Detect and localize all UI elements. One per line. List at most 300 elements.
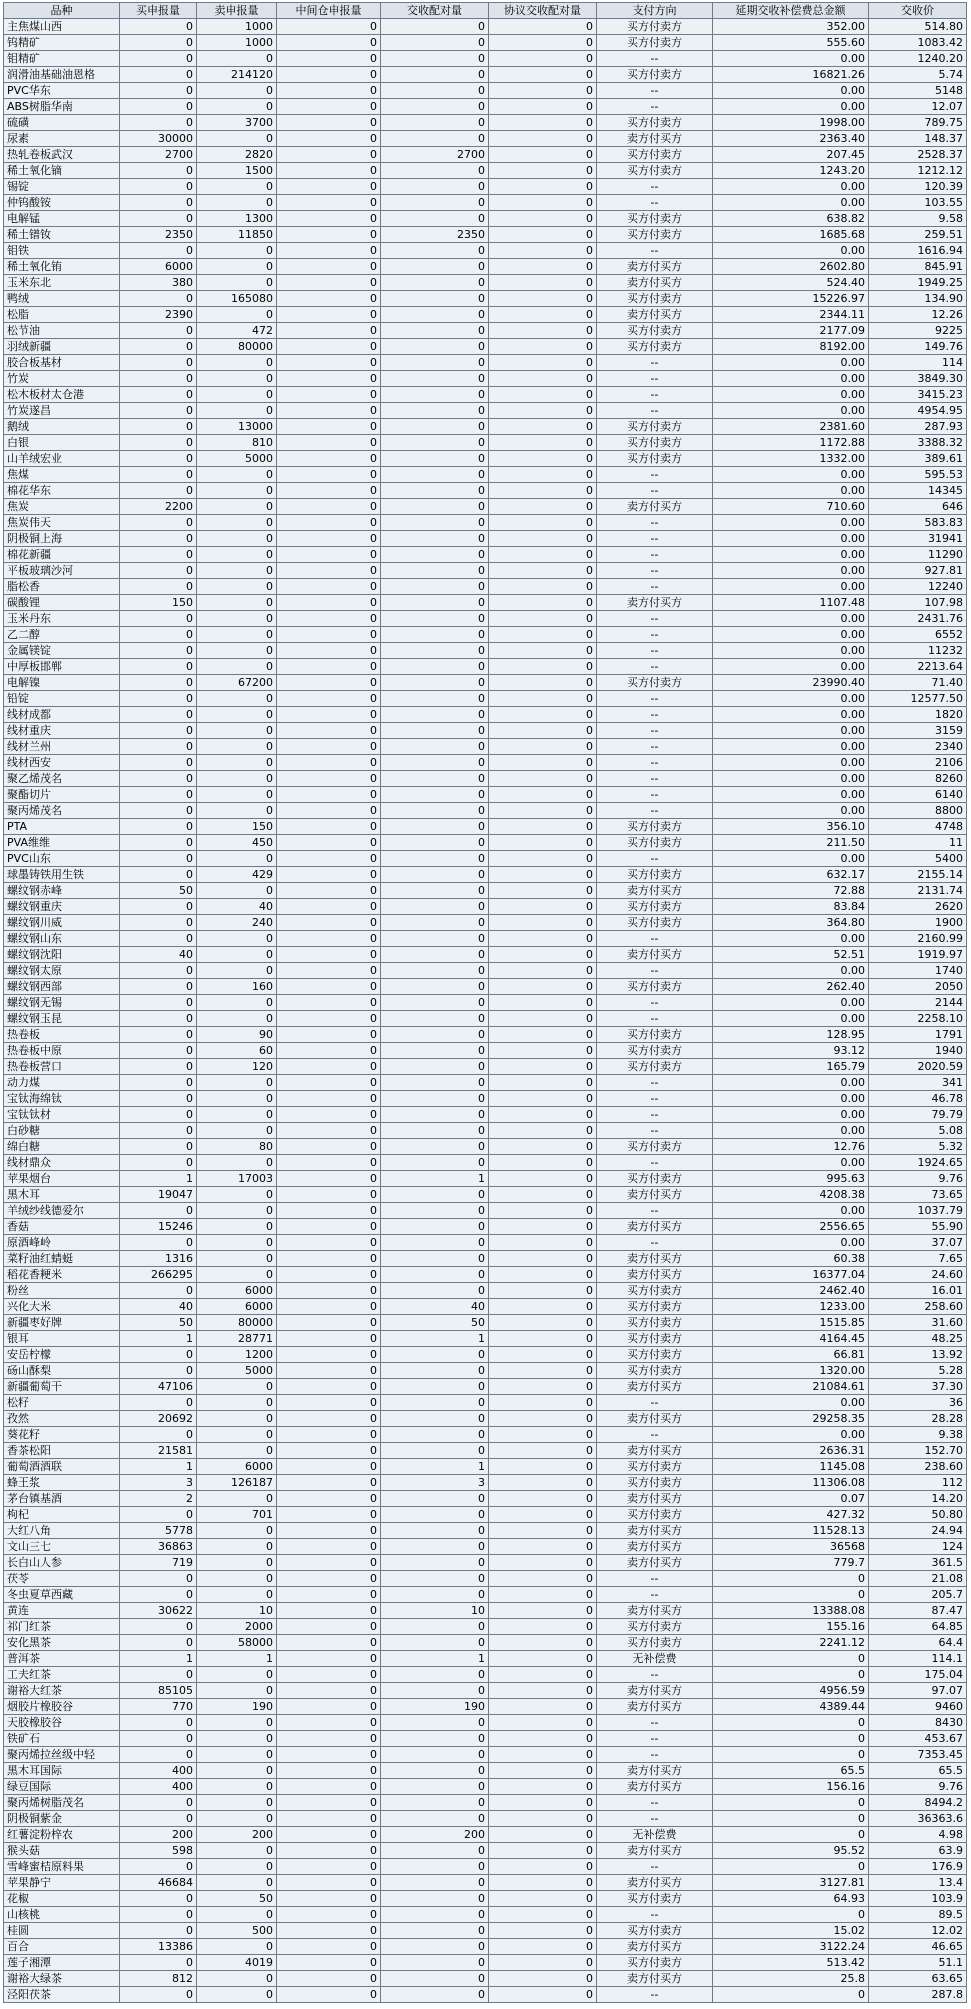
cell-commodity: 孜然 [4,1411,120,1427]
cell-sell-declared: 0 [197,307,277,323]
cell-sell-declared: 0 [197,1779,277,1795]
cell-sell-declared: 6000 [197,1459,277,1475]
cell-middle-warehouse-declared: 0 [277,787,381,803]
cell-deferred-compensation-total: 0.00 [713,179,869,195]
cell-delivery-price: 5.74 [869,67,967,83]
table-row [4,835,967,851]
cell-deferred-compensation-total: 1233.00 [713,1299,869,1315]
cell-delivery-price: 789.75 [869,115,967,131]
cell-agreement-matched: 0 [489,1107,597,1123]
cell-delivery-matched: 0 [381,1939,489,1955]
cell-middle-warehouse-declared: 0 [277,1875,381,1891]
cell-agreement-matched: 0 [489,131,597,147]
cell-agreement-matched: 0 [489,1539,597,1555]
cell-middle-warehouse-declared: 0 [277,1891,381,1907]
cell-deferred-compensation-total: 23990.40 [713,675,869,691]
cell-middle-warehouse-declared: 0 [277,691,381,707]
cell-deferred-compensation-total: 1107.48 [713,595,869,611]
cell-buy-declared: 0 [120,1859,197,1875]
table-row [4,1011,967,1027]
cell-deferred-compensation-total: 60.38 [713,1251,869,1267]
cell-payment-direction: 买方付卖方 [597,435,713,451]
cell-buy-declared: 0 [120,1075,197,1091]
table-row [4,531,967,547]
cell-middle-warehouse-declared: 0 [277,1379,381,1395]
cell-sell-declared: 40 [197,899,277,915]
cell-payment-direction: 卖方付买方 [597,1779,713,1795]
table-row [4,707,967,723]
cell-payment-direction: -- [597,467,713,483]
cell-delivery-matched: 1 [381,1331,489,1347]
cell-sell-declared: 0 [197,179,277,195]
cell-commodity: 宝钛钛材 [4,1107,120,1123]
cell-delivery-matched: 0 [381,243,489,259]
cell-delivery-price: 13.92 [869,1347,967,1363]
cell-delivery-matched: 0 [381,659,489,675]
cell-delivery-price: 112 [869,1475,967,1491]
table-row [4,1747,967,1763]
cell-deferred-compensation-total: 710.60 [713,499,869,515]
cell-buy-declared: 0 [120,819,197,835]
cell-payment-direction: 卖方付买方 [597,1491,713,1507]
cell-delivery-matched: 190 [381,1699,489,1715]
cell-payment-direction: -- [597,1235,713,1251]
header-middle-warehouse-declared: 中间仓申报量 [277,3,381,19]
cell-delivery-price: 9.38 [869,1427,967,1443]
cell-buy-declared: 1316 [120,1251,197,1267]
cell-deferred-compensation-total: 0 [713,1667,869,1683]
cell-payment-direction: -- [597,851,713,867]
cell-payment-direction: 买方付卖方 [597,819,713,835]
cell-payment-direction: 买方付卖方 [597,915,713,931]
cell-deferred-compensation-total: 0 [713,1859,869,1875]
cell-middle-warehouse-declared: 0 [277,1347,381,1363]
cell-commodity: 新疆葡萄干 [4,1379,120,1395]
cell-commodity: 稀土镨钕 [4,227,120,243]
cell-payment-direction: -- [597,1667,713,1683]
cell-agreement-matched: 0 [489,339,597,355]
cell-commodity: 线材鼎众 [4,1155,120,1171]
table-row [4,579,967,595]
cell-commodity: 螺纹钢赤峰 [4,883,120,899]
cell-delivery-matched: 0 [381,1811,489,1827]
cell-deferred-compensation-total: 1243.20 [713,163,869,179]
table-row [4,1571,967,1587]
cell-delivery-price: 8494.2 [869,1795,967,1811]
cell-deferred-compensation-total: 165.79 [713,1059,869,1075]
cell-middle-warehouse-declared: 0 [277,1235,381,1251]
cell-commodity: 脂松香 [4,579,120,595]
cell-payment-direction: -- [597,1571,713,1587]
cell-payment-direction: 买方付卖方 [597,1059,713,1075]
cell-delivery-matched: 0 [381,563,489,579]
cell-middle-warehouse-declared: 0 [277,995,381,1011]
cell-buy-declared: 0 [120,291,197,307]
cell-deferred-compensation-total: 0.00 [713,403,869,419]
cell-buy-declared: 400 [120,1763,197,1779]
cell-buy-declared: 770 [120,1699,197,1715]
cell-sell-declared: 17003 [197,1171,277,1187]
cell-buy-declared: 0 [120,355,197,371]
cell-payment-direction: -- [597,643,713,659]
cell-buy-declared: 0 [120,739,197,755]
cell-delivery-matched: 0 [381,435,489,451]
cell-payment-direction: -- [597,371,713,387]
cell-payment-direction: 买方付卖方 [597,1635,713,1651]
cell-middle-warehouse-declared: 0 [277,467,381,483]
cell-delivery-price: 646 [869,499,967,515]
cell-agreement-matched: 0 [489,1747,597,1763]
cell-buy-declared: 0 [120,579,197,595]
cell-buy-declared: 0 [120,435,197,451]
cell-payment-direction: 卖方付买方 [597,1555,713,1571]
cell-agreement-matched: 0 [489,35,597,51]
cell-sell-declared: 0 [197,371,277,387]
cell-delivery-price: 2528.37 [869,147,967,163]
cell-agreement-matched: 0 [489,755,597,771]
cell-middle-warehouse-declared: 0 [277,387,381,403]
cell-middle-warehouse-declared: 0 [277,707,381,723]
cell-commodity: 葵花籽 [4,1427,120,1443]
table-row [4,99,967,115]
cell-agreement-matched: 0 [489,1091,597,1107]
cell-commodity: 螺纹钢山东 [4,931,120,947]
cell-sell-declared: 150 [197,819,277,835]
cell-buy-declared: 0 [120,1363,197,1379]
cell-delivery-matched: 0 [381,1283,489,1299]
cell-commodity: 碳酸锂 [4,595,120,611]
cell-deferred-compensation-total: 0.00 [713,851,869,867]
table-row [4,595,967,611]
cell-sell-declared: 0 [197,83,277,99]
cell-commodity: 茅台镇基酒 [4,1491,120,1507]
cell-delivery-matched: 0 [381,755,489,771]
cell-commodity: 枸杞 [4,1507,120,1523]
cell-middle-warehouse-declared: 0 [277,275,381,291]
cell-delivery-price: 389.61 [869,451,967,467]
cell-middle-warehouse-declared: 0 [277,1795,381,1811]
cell-deferred-compensation-total: 16821.26 [713,67,869,83]
cell-delivery-matched: 0 [381,1715,489,1731]
cell-middle-warehouse-declared: 0 [277,1139,381,1155]
cell-deferred-compensation-total: 3122.24 [713,1939,869,1955]
table-row [4,995,967,1011]
cell-delivery-matched: 0 [381,1091,489,1107]
cell-commodity: 铁矿石 [4,1731,120,1747]
cell-payment-direction: 买方付卖方 [597,291,713,307]
header-delivery-matched: 交收配对量 [381,3,489,19]
cell-middle-warehouse-declared: 0 [277,115,381,131]
cell-deferred-compensation-total: 0.00 [713,371,869,387]
cell-delivery-price: 1791 [869,1027,967,1043]
cell-deferred-compensation-total: 156.16 [713,1779,869,1795]
cell-agreement-matched: 0 [489,1219,597,1235]
cell-payment-direction: 卖方付买方 [597,1875,713,1891]
cell-buy-declared: 0 [120,1955,197,1971]
cell-delivery-matched: 0 [381,1107,489,1123]
cell-sell-declared: 0 [197,1811,277,1827]
cell-commodity: 文山三七 [4,1539,120,1555]
cell-middle-warehouse-declared: 0 [277,867,381,883]
table-row [4,771,967,787]
cell-commodity: 仲钨酸铵 [4,195,120,211]
cell-sell-declared: 0 [197,755,277,771]
cell-sell-declared: 0 [197,1971,277,1987]
cell-delivery-matched: 0 [381,1363,489,1379]
cell-agreement-matched: 0 [489,1267,597,1283]
table-row [4,755,967,771]
cell-buy-declared: 0 [120,1731,197,1747]
cell-commodity: 棉花新疆 [4,547,120,563]
cell-delivery-matched: 2700 [381,147,489,163]
cell-buy-declared: 0 [120,1107,197,1123]
cell-commodity: 螺纹钢沈阳 [4,947,120,963]
cell-sell-declared: 0 [197,771,277,787]
cell-sell-declared: 0 [197,579,277,595]
cell-payment-direction: 卖方付买方 [597,1379,713,1395]
cell-payment-direction: -- [597,579,713,595]
cell-payment-direction: 无补偿费 [597,1651,713,1667]
cell-buy-declared: 0 [120,1027,197,1043]
cell-delivery-price: 103.9 [869,1891,967,1907]
cell-delivery-price: 46.65 [869,1939,967,1955]
cell-middle-warehouse-declared: 0 [277,931,381,947]
cell-payment-direction: 卖方付买方 [597,259,713,275]
cell-delivery-matched: 0 [381,1395,489,1411]
cell-middle-warehouse-declared: 0 [277,291,381,307]
table-row [4,1331,967,1347]
cell-deferred-compensation-total: 2556.65 [713,1219,869,1235]
cell-sell-declared: 0 [197,563,277,579]
cell-agreement-matched: 0 [489,579,597,595]
table-row [4,1987,967,2003]
cell-delivery-price: 1949.25 [869,275,967,291]
cell-middle-warehouse-declared: 0 [277,611,381,627]
cell-buy-declared: 13386 [120,1939,197,1955]
cell-middle-warehouse-declared: 0 [277,851,381,867]
cell-payment-direction: -- [597,1075,713,1091]
cell-delivery-matched: 0 [381,675,489,691]
cell-delivery-matched: 0 [381,1779,489,1795]
table-row [4,1763,967,1779]
cell-middle-warehouse-declared: 0 [277,1971,381,1987]
cell-middle-warehouse-declared: 0 [277,547,381,563]
cell-delivery-matched: 0 [381,1731,489,1747]
cell-deferred-compensation-total: 0.00 [713,611,869,627]
cell-delivery-price: 2213.64 [869,659,967,675]
cell-agreement-matched: 0 [489,611,597,627]
cell-buy-declared: 2350 [120,227,197,243]
cell-agreement-matched: 0 [489,1187,597,1203]
cell-deferred-compensation-total: 0.00 [713,787,869,803]
table-row [4,1219,967,1235]
cell-commodity: 冬虫夏草西藏 [4,1587,120,1603]
cell-deferred-compensation-total: 66.81 [713,1347,869,1363]
cell-deferred-compensation-total: 1685.68 [713,227,869,243]
cell-sell-declared: 0 [197,739,277,755]
cell-commodity: 线材成都 [4,707,120,723]
cell-agreement-matched: 0 [489,627,597,643]
cell-agreement-matched: 0 [489,1619,597,1635]
cell-deferred-compensation-total: 13388.08 [713,1603,869,1619]
cell-buy-declared: 0 [120,179,197,195]
table-row [4,819,967,835]
cell-delivery-price: 12.02 [869,1923,967,1939]
cell-payment-direction: -- [597,531,713,547]
cell-agreement-matched: 0 [489,275,597,291]
cell-sell-declared: 0 [197,995,277,1011]
cell-commodity: 粉丝 [4,1283,120,1299]
cell-agreement-matched: 0 [489,707,597,723]
cell-sell-declared: 1500 [197,163,277,179]
cell-commodity: 百合 [4,1939,120,1955]
cell-delivery-matched: 0 [381,483,489,499]
cell-sell-declared: 0 [197,275,277,291]
cell-middle-warehouse-declared: 0 [277,323,381,339]
cell-delivery-matched: 10 [381,1603,489,1619]
cell-delivery-price: 3159 [869,723,967,739]
table-row [4,691,967,707]
table-row [4,675,967,691]
cell-sell-declared: 80000 [197,1315,277,1331]
cell-deferred-compensation-total: 2344.11 [713,307,869,323]
cell-agreement-matched: 0 [489,419,597,435]
cell-payment-direction: -- [597,995,713,1011]
cell-delivery-price: 13.4 [869,1875,967,1891]
cell-sell-declared: 0 [197,1107,277,1123]
cell-deferred-compensation-total: 0 [713,1811,869,1827]
cell-agreement-matched: 0 [489,947,597,963]
table-row [4,1555,967,1571]
cell-buy-declared: 0 [120,67,197,83]
cell-delivery-matched: 0 [381,1683,489,1699]
cell-payment-direction: 买方付卖方 [597,1955,713,1971]
cell-agreement-matched: 0 [489,963,597,979]
cell-deferred-compensation-total: 211.50 [713,835,869,851]
cell-delivery-price: 149.76 [869,339,967,355]
cell-delivery-matched: 0 [381,115,489,131]
table-row [4,83,967,99]
cell-payment-direction: 买方付卖方 [597,1619,713,1635]
cell-sell-declared: 0 [197,1075,277,1091]
cell-middle-warehouse-declared: 0 [277,531,381,547]
cell-agreement-matched: 0 [489,1795,597,1811]
table-row [4,1699,967,1715]
cell-commodity: 铅锭 [4,691,120,707]
cell-commodity: 硫磺 [4,115,120,131]
cell-delivery-matched: 0 [381,211,489,227]
cell-agreement-matched: 0 [489,1075,597,1091]
table-row [4,947,967,963]
cell-delivery-price: 12240 [869,579,967,595]
cell-middle-warehouse-declared: 0 [277,1299,381,1315]
cell-buy-declared: 0 [120,1571,197,1587]
cell-commodity: 黑木耳 [4,1187,120,1203]
cell-buy-declared: 0 [120,1587,197,1603]
cell-agreement-matched: 0 [489,787,597,803]
cell-middle-warehouse-declared: 0 [277,1507,381,1523]
cell-middle-warehouse-declared: 0 [277,1699,381,1715]
cell-buy-declared: 0 [120,1155,197,1171]
cell-deferred-compensation-total: 0.00 [713,579,869,595]
cell-agreement-matched: 0 [489,835,597,851]
cell-delivery-matched: 0 [381,1523,489,1539]
table-row [4,1043,967,1059]
table-row [4,483,967,499]
cell-deferred-compensation-total: 2363.40 [713,131,869,147]
cell-delivery-price: 176.9 [869,1859,967,1875]
table-row [4,1587,967,1603]
cell-agreement-matched: 0 [489,1907,597,1923]
cell-middle-warehouse-declared: 0 [277,1011,381,1027]
table-row [4,883,967,899]
cell-buy-declared: 0 [120,51,197,67]
cell-buy-declared: 2 [120,1491,197,1507]
cell-buy-declared: 0 [120,387,197,403]
cell-buy-declared: 6000 [120,259,197,275]
cell-commodity: 宝钛海绵钛 [4,1091,120,1107]
cell-buy-declared: 0 [120,19,197,35]
cell-buy-declared: 0 [120,1635,197,1651]
cell-commodity: 原酒峰岭 [4,1235,120,1251]
cell-agreement-matched: 0 [489,467,597,483]
cell-commodity: 乙二醇 [4,627,120,643]
table-row [4,963,967,979]
cell-sell-declared: 67200 [197,675,277,691]
cell-commodity: 山核桃 [4,1907,120,1923]
cell-buy-declared: 0 [120,163,197,179]
cell-commodity: 绿豆国际 [4,1779,120,1795]
cell-payment-direction: -- [597,195,713,211]
table-row [4,515,967,531]
table-row [4,851,967,867]
cell-commodity: 松脂 [4,307,120,323]
cell-commodity: 祁门红茶 [4,1619,120,1635]
cell-delivery-matched: 0 [381,1203,489,1219]
cell-commodity: PVC华东 [4,83,120,99]
cell-middle-warehouse-declared: 0 [277,515,381,531]
cell-delivery-price: 152.70 [869,1443,967,1459]
cell-delivery-price: 4.98 [869,1827,967,1843]
cell-commodity: 球墨铸铁用生铁 [4,867,120,883]
cell-delivery-price: 6140 [869,787,967,803]
cell-delivery-price: 48.25 [869,1331,967,1347]
cell-commodity: 烟胶片橡胶谷 [4,1699,120,1715]
cell-buy-declared: 0 [120,211,197,227]
cell-buy-declared: 0 [120,1987,197,2003]
cell-agreement-matched: 0 [489,1235,597,1251]
cell-agreement-matched: 0 [489,195,597,211]
cell-deferred-compensation-total: 16377.04 [713,1267,869,1283]
cell-commodity: 阴极铜上海 [4,531,120,547]
cell-sell-declared: 0 [197,1939,277,1955]
cell-agreement-matched: 0 [489,1459,597,1475]
cell-delivery-matched: 0 [381,1923,489,1939]
cell-sell-declared: 0 [197,1267,277,1283]
cell-delivery-matched: 0 [381,1907,489,1923]
cell-sell-declared: 0 [197,99,277,115]
cell-agreement-matched: 0 [489,1315,597,1331]
cell-buy-declared: 19047 [120,1187,197,1203]
cell-deferred-compensation-total: 0 [713,1747,869,1763]
cell-sell-declared: 0 [197,611,277,627]
cell-deferred-compensation-total: 0.00 [713,99,869,115]
cell-delivery-matched: 0 [381,1987,489,2003]
cell-deferred-compensation-total: 0.00 [713,1235,869,1251]
cell-delivery-price: 89.5 [869,1907,967,1923]
cell-commodity: 桂圆 [4,1923,120,1939]
cell-payment-direction: -- [597,771,713,787]
